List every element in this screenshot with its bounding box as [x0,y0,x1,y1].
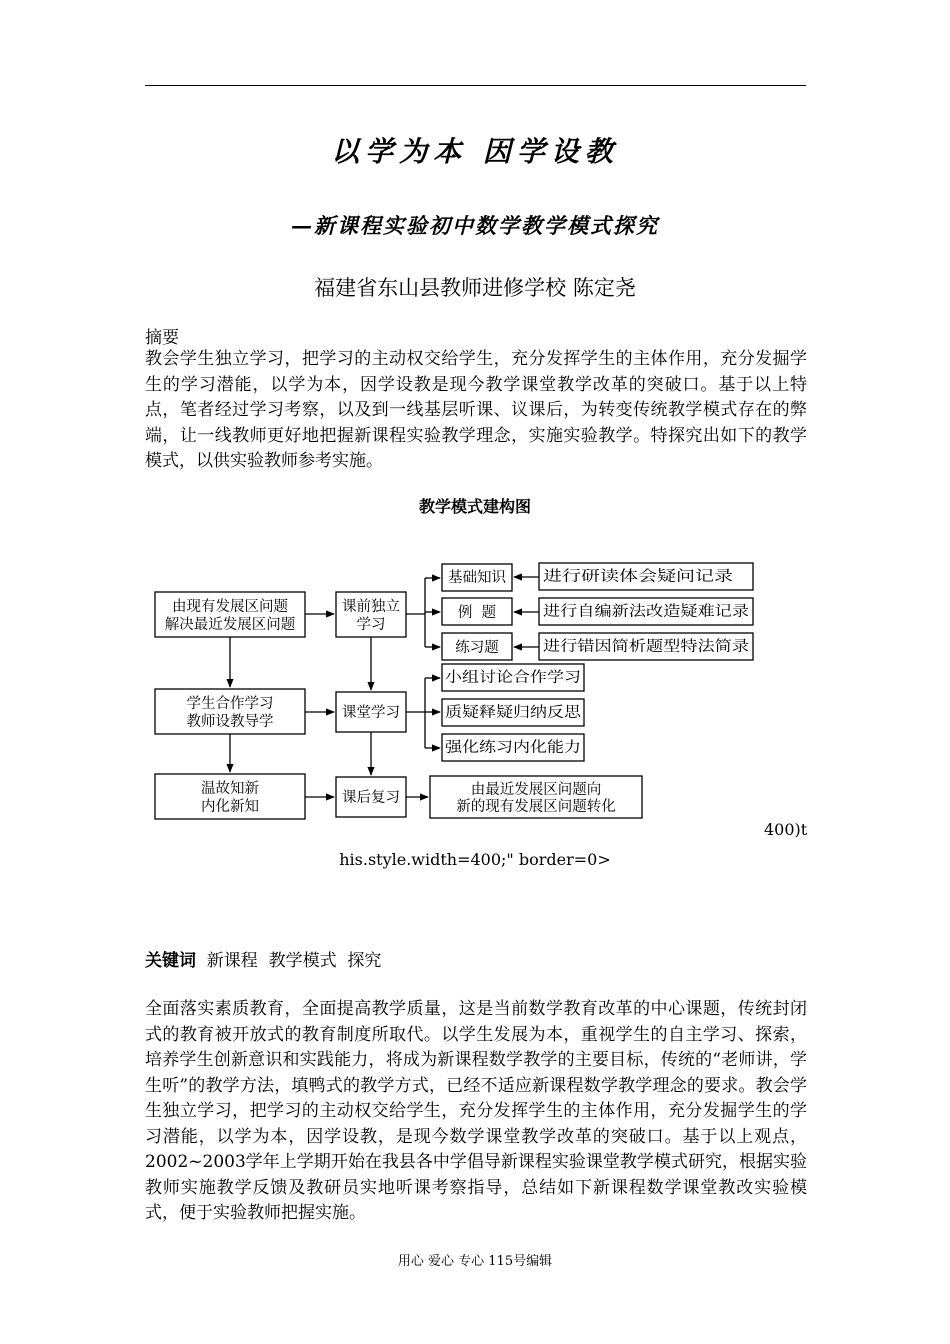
pre-item-2-label: 例 题 [457,605,497,621]
diagram-title: 教学模式建构图 [418,497,531,516]
keywords-label: 关键词 [145,951,196,971]
pre-record-3-label: 进行错因简析题型特法简录 [543,639,717,655]
author-line: 福建省东山县教师进修学校 陈定尧 [314,276,636,300]
class-item-3-label: 强化练习内化能力 [445,740,561,756]
html-artifact-line-1: 400)t [764,820,808,839]
pre-record-2-label: 进行自编新法改造疑难记录 [543,604,717,620]
left-box-3-line-1: 温故知新 [201,781,259,797]
html-artifact-line-2: his.style.width=400;" border=0> [339,850,611,869]
class-item-1-label: 小组讨论合作学习 [445,670,561,686]
left-box-1-line-1: 由现有发展区问题 [172,599,288,615]
after-item-line-1: 由最近发展区问题向 [470,782,602,798]
middle-box-1-line-2: 学习 [356,617,386,633]
pre-item-1-label: 基础知识 [448,570,506,586]
left-box-2-line-2: 教师设教导学 [186,714,274,730]
left-box-1-line-2: 解决最近发展区问题 [164,617,296,633]
page-subtitle: —新课程实验初中数学教学模式探究 [291,213,659,238]
middle-box-1-line-1: 课前独立 [342,599,400,615]
middle-box-2-label: 课堂学习 [342,705,400,721]
after-item-line-2: 新的现有发展区问题转化 [456,799,616,815]
pre-item-3-label: 练习题 [455,640,499,656]
left-box-3-line-2: 内化新知 [201,799,259,815]
body-paragraph: 全面落实素质教育，全面提高教学质量，这是当前数学教育改革的中心课题，传统封闭式的教育被开放式的教育制度所取代。以学生发展为本，重视学生的自主学习、探索，培养学生创新意识和实践能力，将成为新课程数学教学的主要目标，传统的“老师讲，学生听”的教学方法，填鸭式的教学方式，已经不适应新课程数学教学理念的要求。教会学生独立学习，把学习的主动权交给学生，充分发挥学生的主体作用，充分发掘学生的学习潜能，以学为本，因学设教，是现今数学课堂教学改革的突破口。基于以上观点，2002~2003学年上学期开始在我县各中学倡导新课程实验课堂教学模式研究，根据实验教师实施教学反馈及教研员实地听课考察指导，总结如下新课程数学课堂教改实验模式，便于实验教师把握实施。 [145,999,807,1223]
page-title: 以学为本 因学设教 [331,135,619,168]
class-item-2-label: 质疑释疑归纳反思 [445,705,561,721]
middle-box-3-label: 课后复习 [342,790,400,806]
page-footer: 用心 爱心 专心 115号编辑 [397,1254,553,1269]
abstract-text: 教会学生独立学习，把学习的主动权交给学生，充分发挥学生的主体作用，充分发掘学生的学习潜能，以学为本，因学设教是现今教学课堂教学改革的突破口。基于以上特点，笔者经过学习考察，以及到一线基层听课、议课后，为转变传统教学模式存在的弊端，让一线教师更好地把握新课程实验教学理念，实施实验教学。特探究出如下的教学模式，以供实验教师参考实施。 [145,349,807,471]
abstract-heading: 摘要 [145,328,179,348]
pre-record-1-label: 进行研读体会疑问记录 [543,569,688,585]
keywords-line [145,946,381,971]
keywords-text: 新课程 教学模式 探究 [196,951,382,971]
left-box-2-line-1: 学生合作学习 [186,696,274,712]
